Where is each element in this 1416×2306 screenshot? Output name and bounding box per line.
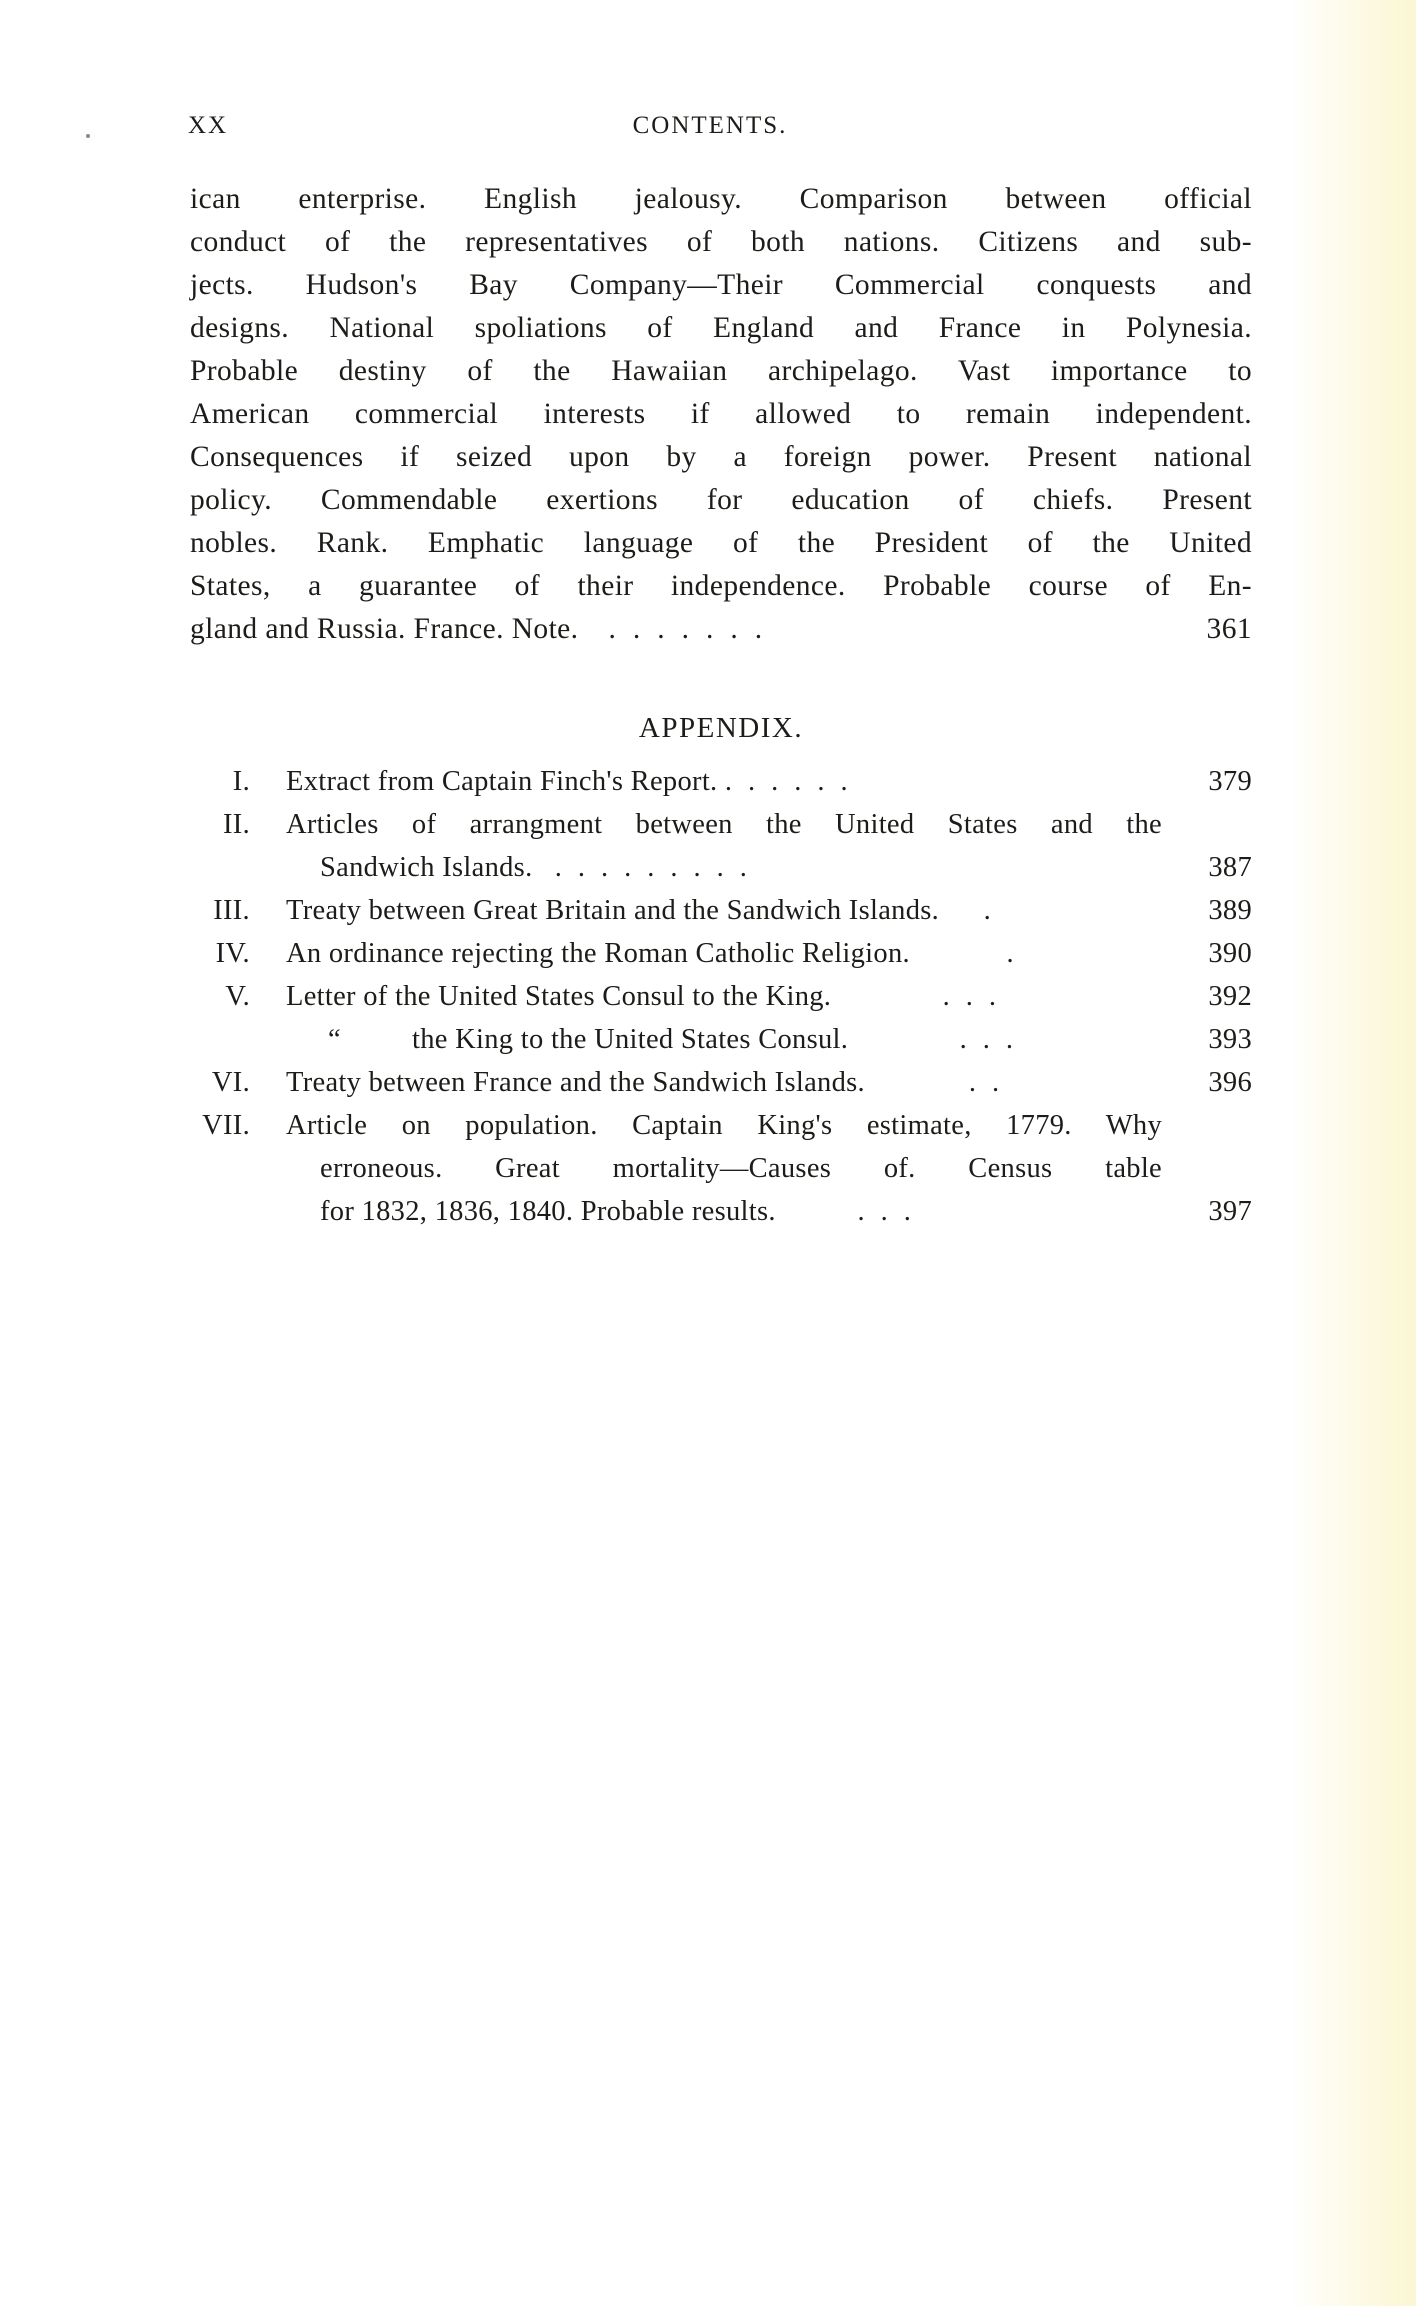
entry-page: 397 (1208, 1196, 1252, 1227)
appendix-entry (190, 803, 1252, 846)
entry-page: 392 (1208, 981, 1252, 1012)
entry-page: 389 (1208, 895, 1252, 926)
appendix-entry (190, 1061, 1252, 1104)
appendix-entry-continuation (190, 1147, 1252, 1190)
page-header (188, 112, 1258, 152)
summary-line: American commercial interests if allowed to remain independent. (190, 398, 1252, 430)
entry-text: Sandwich Islands. ......... (320, 852, 763, 883)
entry-text: Extract from Captain Finch's Report. ...... (286, 766, 864, 797)
appendix-entry (190, 1018, 1252, 1061)
entry-text: erroneous. Great mortality—Causes of. Census table (320, 1153, 1162, 1184)
summary-line: nobles. Rank. Emphatic language of the President of the United (190, 527, 1252, 559)
entry-numeral: V. (225, 981, 250, 1012)
chapter-summary (190, 178, 1252, 651)
appendix-entry-continuation (190, 846, 1252, 889)
dot-leader: ... (959, 1024, 1029, 1055)
entry-numeral: I. (232, 766, 250, 797)
dot-leader: .. (968, 1067, 1016, 1098)
dot-leader: ...... (724, 766, 864, 797)
dot-leader: ......... (554, 852, 763, 883)
summary-line: ican enterprise. English jealousy. Comparison between official (190, 183, 1252, 215)
summary-line: designs. National spoliations of England and France in Polynesia. (190, 312, 1252, 344)
entry-page: 393 (1208, 1024, 1252, 1055)
dot-leader: ....... (608, 613, 780, 645)
page-folio: XX (188, 112, 229, 139)
entry-text: An ordinance rejecting the Roman Catholic Religion. . (286, 938, 1030, 969)
page-number: 361 (1206, 613, 1252, 645)
entry-page: 379 (1208, 766, 1252, 797)
summary-last-line (190, 608, 1252, 651)
appendix-heading: APPENDIX. (638, 712, 804, 744)
entry-text: Articles of arrangment between the United States and the (286, 809, 1162, 840)
entry-numeral: III. (213, 895, 250, 926)
appendix-entry (190, 1104, 1252, 1147)
appendix-entry (190, 889, 1252, 932)
running-title: CONTENTS. (632, 112, 788, 139)
appendix-entry (190, 760, 1252, 803)
summary-line: conduct of the representatives of both nations. Citizens and sub- (190, 226, 1252, 258)
margin-dot (86, 134, 90, 138)
appendix-entry (190, 975, 1252, 1018)
ditto-mark: “ (328, 1024, 341, 1055)
entry-numeral: IV. (215, 938, 250, 969)
appendix-entry (190, 932, 1252, 975)
summary-line: Consequences if seized upon by a foreign power. Present national (190, 441, 1252, 473)
dot-leader: . (983, 895, 1007, 926)
entry-numeral: VI. (211, 1067, 250, 1098)
entry-numeral: II. (222, 809, 250, 840)
entry-text: Treaty between Great Britain and the Sandwich Islands. . (286, 895, 1007, 926)
summary-line: Probable destiny of the Hawaiian archipelago. Vast importance to (190, 355, 1252, 387)
summary-line: jects. Hudson's Bay Company—Their Commercial conquests and (190, 269, 1252, 301)
dot-leader: . (1006, 938, 1030, 969)
dot-leader: ... (857, 1196, 927, 1227)
entry-page: 396 (1208, 1067, 1252, 1098)
summary-line: gland and Russia. France. Note. (190, 613, 579, 645)
entry-text: Letter of the United States Consul to the King. ... (286, 981, 1012, 1012)
entry-page: 387 (1208, 852, 1252, 883)
appendix-entry-continuation (190, 1190, 1252, 1233)
dot-leader: ... (942, 981, 1012, 1012)
entry-page: 390 (1208, 938, 1252, 969)
entry-numeral: VII. (202, 1110, 250, 1141)
entry-text: for 1832, 1836, 1840. Probable results. ... (320, 1196, 927, 1227)
entry-text: Article on population. Captain King's estimate, 1779. Why (286, 1110, 1162, 1141)
summary-line: policy. Commendable exertions for education of chiefs. Present (190, 484, 1252, 516)
entry-text: Treaty between France and the Sandwich Islands. .. (286, 1067, 1016, 1098)
summary-line: States, a guarantee of their independence. Probable course of En- (190, 570, 1252, 602)
entry-text: the King to the United States Consul. ... (412, 1024, 1029, 1055)
appendix-list (190, 760, 1252, 1233)
